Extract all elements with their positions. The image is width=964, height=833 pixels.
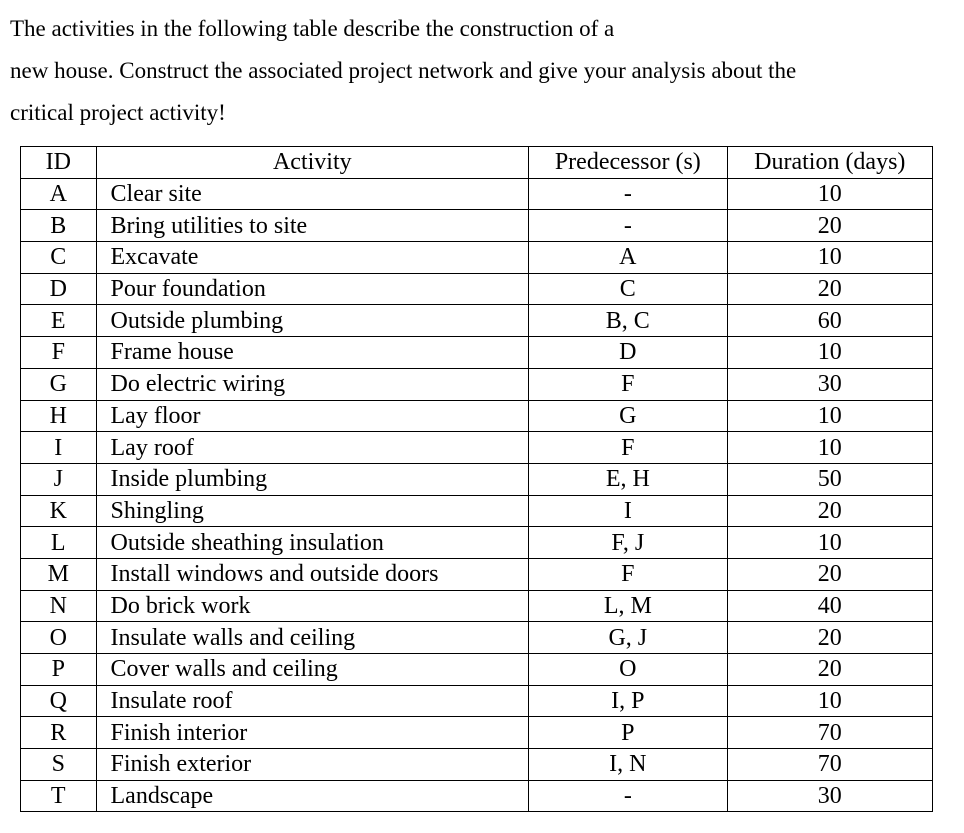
table-header-row <box>21 147 933 179</box>
cell-activity: Clear site <box>96 178 529 210</box>
cell-activity: Insulate roof <box>96 685 529 717</box>
table-row <box>21 400 933 432</box>
cell-id: I <box>21 432 97 464</box>
cell-id: O <box>21 622 97 654</box>
cell-activity: Insulate walls and ceiling <box>96 622 529 654</box>
cell-duration: 10 <box>727 337 932 369</box>
cell-duration: 60 <box>727 305 932 337</box>
cell-activity: Frame house <box>96 337 529 369</box>
cell-duration: 10 <box>727 400 932 432</box>
cell-id: J <box>21 463 97 495</box>
cell-predecessor: - <box>529 780 728 812</box>
cell-predecessor: F, J <box>529 527 728 559</box>
cell-duration: 70 <box>727 717 932 749</box>
cell-activity: Do electric wiring <box>96 368 529 400</box>
cell-id: G <box>21 368 97 400</box>
table-row <box>21 178 933 210</box>
table-row <box>21 273 933 305</box>
cell-id: E <box>21 305 97 337</box>
cell-id: F <box>21 337 97 369</box>
cell-predecessor: I, P <box>529 685 728 717</box>
cell-activity: Cover walls and ceiling <box>96 654 529 686</box>
cell-activity: Inside plumbing <box>96 463 529 495</box>
cell-duration: 70 <box>727 749 932 781</box>
cell-predecessor: - <box>529 178 728 210</box>
table-row <box>21 305 933 337</box>
cell-predecessor: B, C <box>529 305 728 337</box>
cell-activity: Landscape <box>96 780 529 812</box>
activity-table <box>20 146 933 812</box>
cell-id: N <box>21 590 97 622</box>
cell-duration: 30 <box>727 780 932 812</box>
header-duration: Duration (days) <box>727 147 932 179</box>
table-row <box>21 780 933 812</box>
cell-activity: Install windows and outside doors <box>96 558 529 590</box>
header-id: ID <box>21 147 97 179</box>
cell-id: D <box>21 273 97 305</box>
cell-duration: 50 <box>727 463 932 495</box>
cell-id: H <box>21 400 97 432</box>
cell-duration: 10 <box>727 527 932 559</box>
cell-predecessor: F <box>529 558 728 590</box>
cell-activity: Lay floor <box>96 400 529 432</box>
cell-id: B <box>21 210 97 242</box>
cell-activity: Do brick work <box>96 590 529 622</box>
cell-duration: 20 <box>727 210 932 242</box>
table-row <box>21 749 933 781</box>
cell-predecessor: G, J <box>529 622 728 654</box>
table-row <box>21 558 933 590</box>
intro-line-2: new house. Construct the associated project network and give your analysis about the <box>10 58 797 83</box>
intro-line-1: The activities in the following table describe the construction of a <box>10 16 615 41</box>
intro-line-3: critical project activity! <box>10 100 226 125</box>
cell-activity: Pour foundation <box>96 273 529 305</box>
cell-predecessor: G <box>529 400 728 432</box>
cell-predecessor: F <box>529 432 728 464</box>
cell-activity: Bring utilities to site <box>96 210 529 242</box>
cell-duration: 10 <box>727 432 932 464</box>
table-row <box>21 337 933 369</box>
cell-duration: 20 <box>727 273 932 305</box>
cell-id: T <box>21 780 97 812</box>
cell-duration: 40 <box>727 590 932 622</box>
cell-id: L <box>21 527 97 559</box>
table-row <box>21 368 933 400</box>
cell-activity: Lay roof <box>96 432 529 464</box>
cell-duration: 20 <box>727 558 932 590</box>
cell-predecessor: - <box>529 210 728 242</box>
table-row <box>21 654 933 686</box>
table-row <box>21 717 933 749</box>
cell-id: S <box>21 749 97 781</box>
cell-predecessor: O <box>529 654 728 686</box>
cell-id: R <box>21 717 97 749</box>
cell-predecessor: D <box>529 337 728 369</box>
cell-duration: 10 <box>727 685 932 717</box>
cell-predecessor: F <box>529 368 728 400</box>
cell-id: M <box>21 558 97 590</box>
cell-id: K <box>21 495 97 527</box>
cell-duration: 20 <box>727 622 932 654</box>
cell-id: P <box>21 654 97 686</box>
table-row <box>21 432 933 464</box>
cell-activity: Finish interior <box>96 717 529 749</box>
table-body <box>21 178 933 812</box>
table-row <box>21 463 933 495</box>
cell-predecessor: I, N <box>529 749 728 781</box>
cell-predecessor: L, M <box>529 590 728 622</box>
cell-predecessor: E, H <box>529 463 728 495</box>
cell-activity: Shingling <box>96 495 529 527</box>
cell-duration: 20 <box>727 495 932 527</box>
cell-activity: Outside plumbing <box>96 305 529 337</box>
table-row <box>21 622 933 654</box>
cell-duration: 30 <box>727 368 932 400</box>
cell-id: A <box>21 178 97 210</box>
cell-duration: 10 <box>727 242 932 274</box>
cell-id: C <box>21 242 97 274</box>
cell-id: Q <box>21 685 97 717</box>
table-row <box>21 685 933 717</box>
cell-activity: Finish exterior <box>96 749 529 781</box>
table-row <box>21 495 933 527</box>
problem-statement <box>10 8 950 134</box>
table-row <box>21 242 933 274</box>
cell-activity: Excavate <box>96 242 529 274</box>
table-row <box>21 210 933 242</box>
table-row <box>21 590 933 622</box>
cell-predecessor: I <box>529 495 728 527</box>
cell-predecessor: P <box>529 717 728 749</box>
cell-duration: 10 <box>727 178 932 210</box>
cell-activity: Outside sheathing insulation <box>96 527 529 559</box>
header-activity: Activity <box>96 147 529 179</box>
header-predecessor: Predecessor (s) <box>529 147 728 179</box>
cell-predecessor: C <box>529 273 728 305</box>
cell-duration: 20 <box>727 654 932 686</box>
cell-predecessor: A <box>529 242 728 274</box>
table-row <box>21 527 933 559</box>
